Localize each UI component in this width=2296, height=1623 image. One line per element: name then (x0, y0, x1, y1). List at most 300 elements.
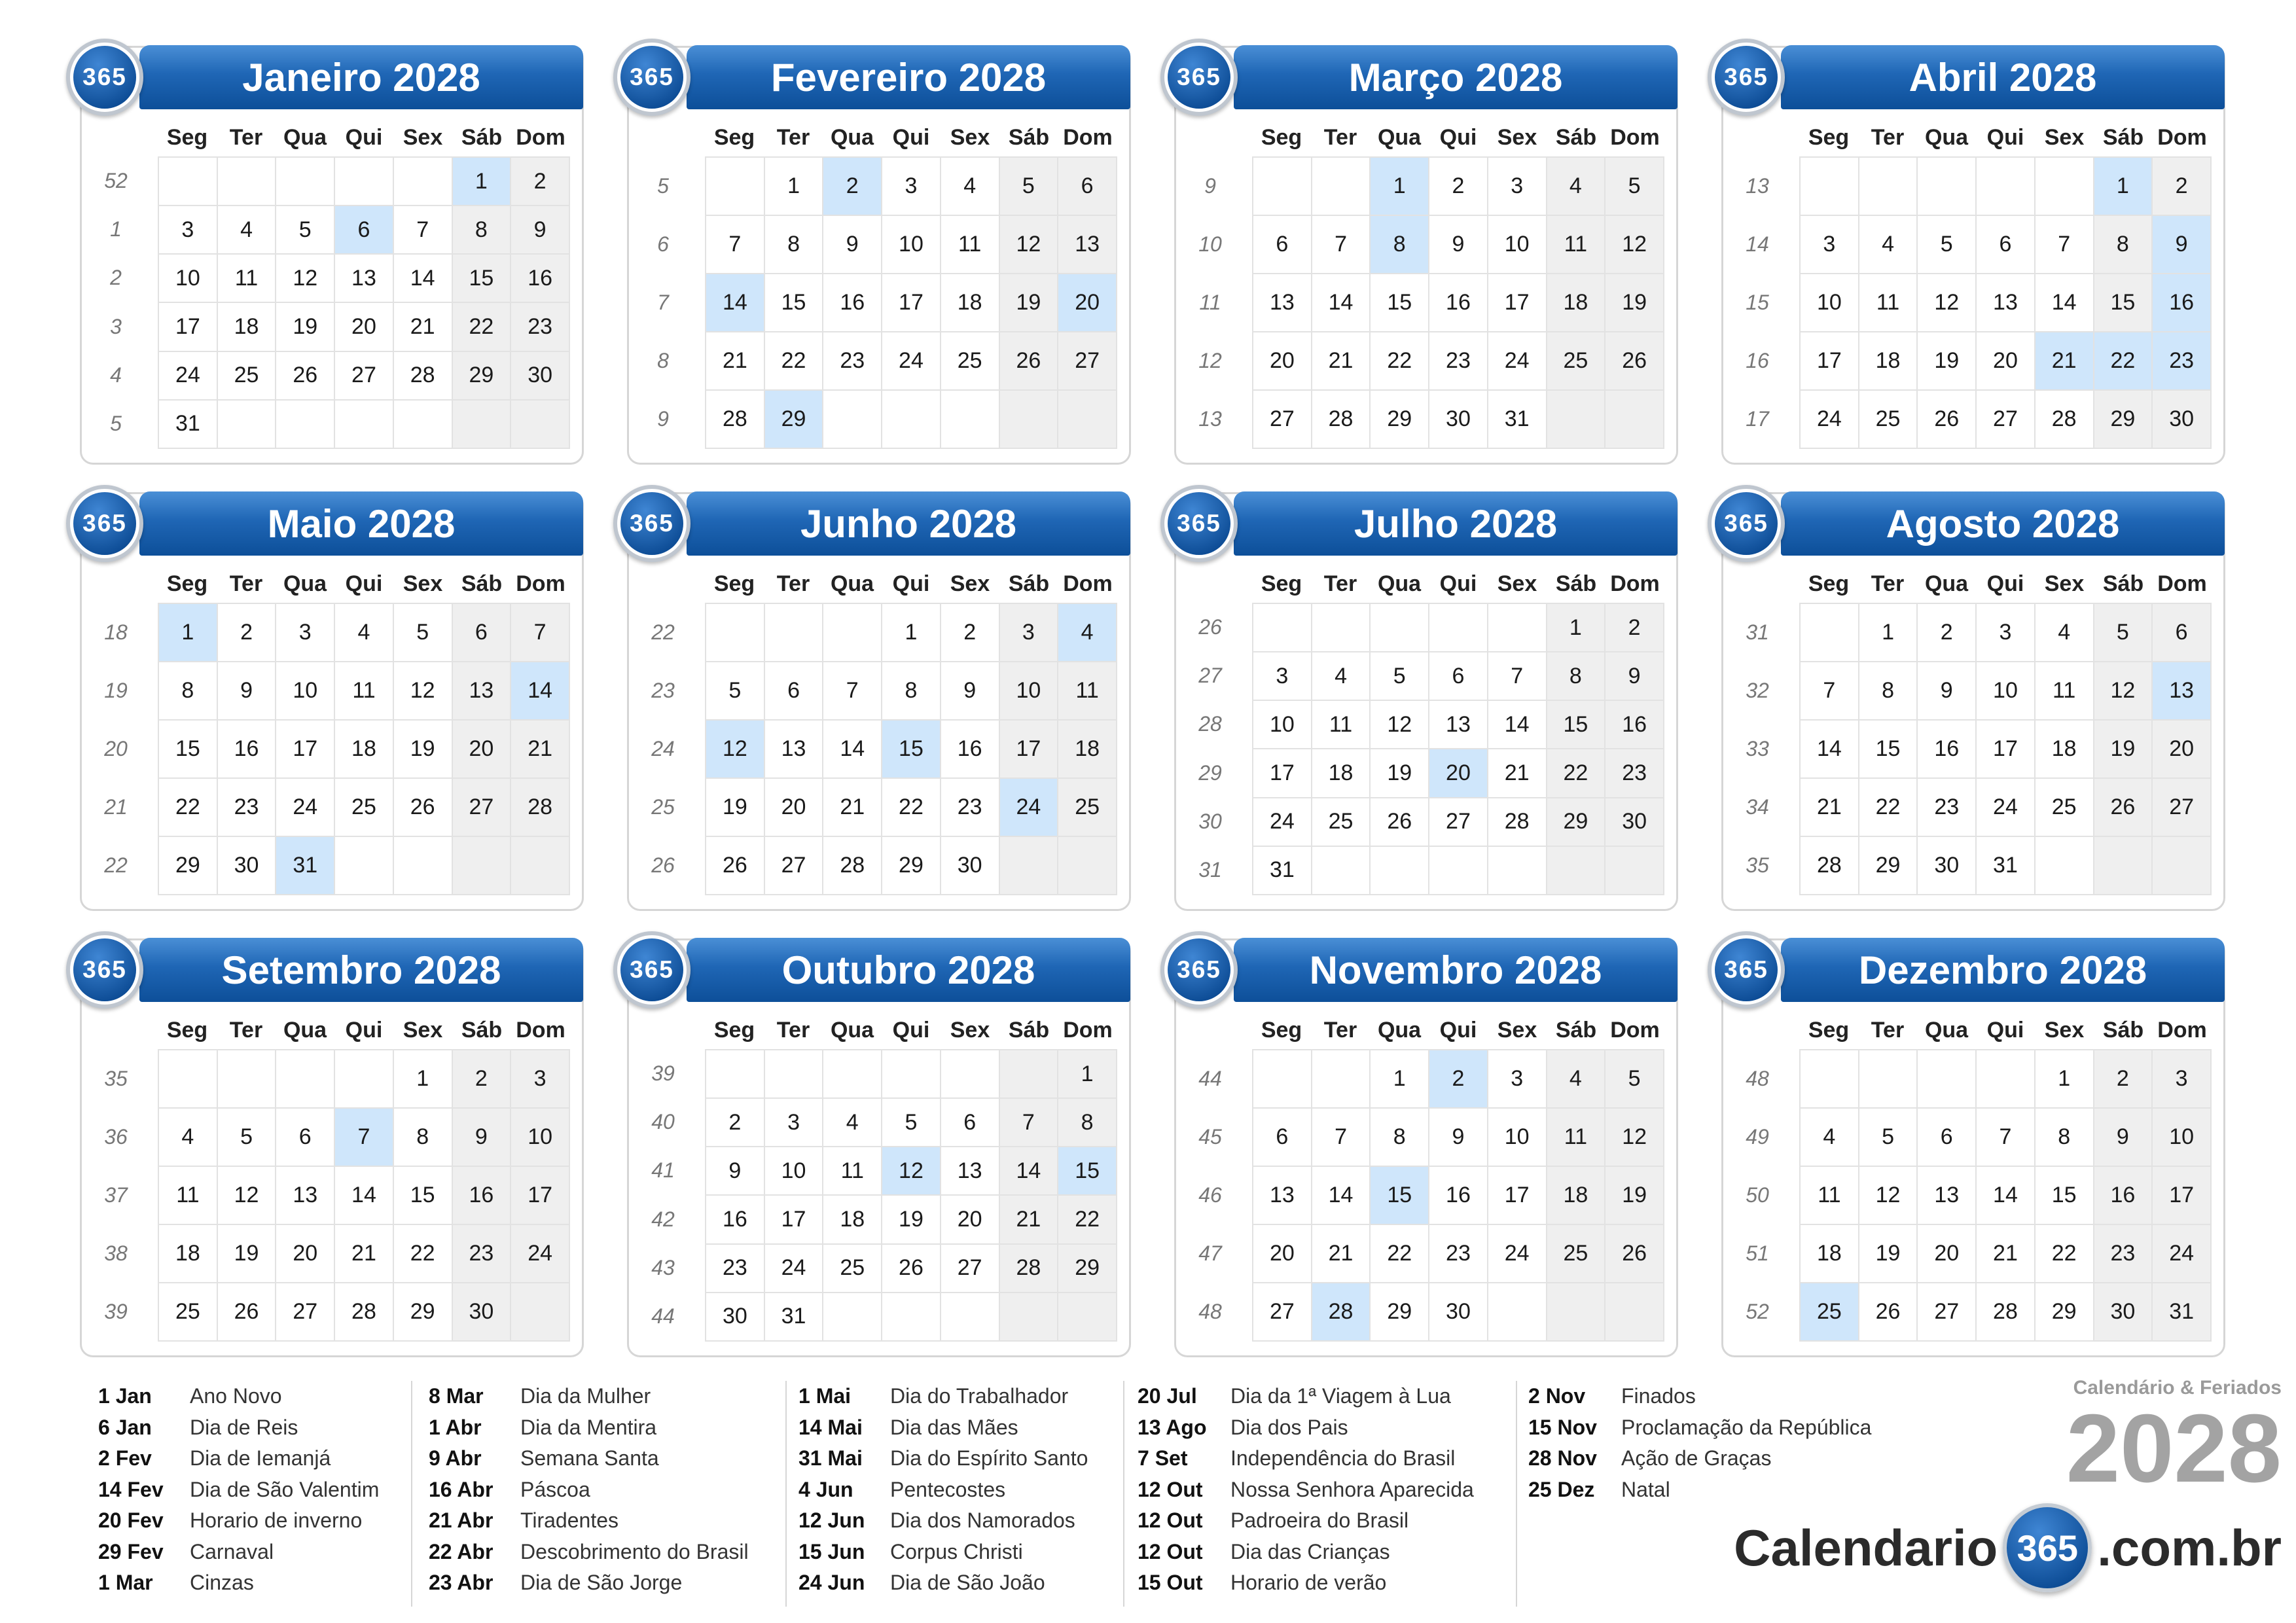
day-cell[interactable]: 7 (706, 215, 764, 274)
day-cell[interactable]: 8 (1058, 1098, 1117, 1147)
day-cell[interactable]: 19 (1859, 1224, 1918, 1283)
day-cell[interactable]: 18 (1800, 1224, 1859, 1283)
day-cell[interactable]: 13 (452, 662, 511, 720)
day-cell[interactable]: 29 (1547, 798, 1605, 846)
day-cell[interactable]: 2 (217, 603, 276, 662)
day-cell[interactable]: 24 (1800, 390, 1859, 448)
day-cell[interactable]: 8 (393, 1108, 452, 1166)
day-cell[interactable]: 27 (1253, 1283, 1312, 1341)
day-cell[interactable]: 26 (999, 332, 1058, 390)
day-cell[interactable]: 30 (1429, 390, 1488, 448)
day-cell[interactable]: 29 (1058, 1244, 1117, 1293)
day-cell[interactable]: 29 (2035, 1283, 2094, 1341)
day-cell[interactable]: 26 (882, 1244, 941, 1293)
day-cell[interactable]: 14 (1488, 700, 1547, 749)
day-cell[interactable]: 7 (1312, 1108, 1371, 1166)
day-cell[interactable]: 2 (941, 603, 999, 662)
day-cell[interactable]: 26 (393, 778, 452, 836)
day-cell[interactable]: 11 (1058, 662, 1117, 720)
day-cell[interactable]: 1 (2035, 1050, 2094, 1108)
day-cell[interactable]: 30 (941, 836, 999, 895)
day-cell[interactable]: 24 (158, 351, 217, 400)
day-cell[interactable]: 23 (452, 1224, 511, 1283)
day-cell[interactable]: 15 (764, 274, 823, 332)
day-cell[interactable]: 16 (2094, 1166, 2153, 1224)
day-cell[interactable]: 31 (276, 836, 334, 895)
day-cell[interactable]: 25 (1547, 1224, 1605, 1283)
day-cell[interactable]: 21 (1312, 1224, 1371, 1283)
day-cell[interactable]: 14 (1312, 274, 1371, 332)
day-cell[interactable]: 25 (334, 778, 393, 836)
day-cell[interactable]: 16 (1429, 274, 1488, 332)
day-cell[interactable]: 28 (1488, 798, 1547, 846)
day-cell[interactable]: 27 (452, 778, 511, 836)
day-cell[interactable]: 14 (823, 720, 882, 778)
day-cell[interactable]: 22 (2035, 1224, 2094, 1283)
day-cell[interactable]: 20 (452, 720, 511, 778)
day-cell[interactable]: 22 (1859, 778, 1918, 836)
day-cell[interactable]: 22 (452, 302, 511, 351)
day-cell[interactable]: 16 (511, 254, 569, 302)
day-cell[interactable]: 2 (1917, 603, 1976, 662)
day-cell[interactable]: 4 (1800, 1108, 1859, 1166)
day-cell[interactable]: 30 (1429, 1283, 1488, 1341)
day-cell[interactable]: 8 (764, 215, 823, 274)
day-cell[interactable]: 10 (882, 215, 941, 274)
day-cell[interactable]: 21 (1312, 332, 1371, 390)
day-cell[interactable]: 10 (276, 662, 334, 720)
day-cell[interactable]: 20 (1976, 332, 2035, 390)
day-cell[interactable]: 19 (1370, 749, 1429, 797)
day-cell[interactable]: 2 (2094, 1050, 2153, 1108)
day-cell[interactable]: 19 (706, 778, 764, 836)
day-cell[interactable]: 29 (393, 1283, 452, 1341)
day-cell[interactable]: 10 (999, 662, 1058, 720)
day-cell[interactable]: 25 (1058, 778, 1117, 836)
day-cell[interactable]: 1 (1370, 1050, 1429, 1108)
day-cell[interactable]: 8 (1859, 662, 1918, 720)
day-cell[interactable]: 15 (2035, 1166, 2094, 1224)
day-cell[interactable]: 18 (217, 302, 276, 351)
day-cell[interactable]: 17 (1800, 332, 1859, 390)
day-cell[interactable]: 26 (706, 836, 764, 895)
day-cell[interactable]: 17 (1253, 749, 1312, 797)
day-cell[interactable]: 11 (1859, 274, 1918, 332)
day-cell[interactable]: 7 (999, 1098, 1058, 1147)
day-cell[interactable]: 22 (1370, 332, 1429, 390)
day-cell[interactable]: 3 (764, 1098, 823, 1147)
day-cell[interactable]: 5 (1917, 215, 1976, 274)
day-cell[interactable]: 21 (1488, 749, 1547, 797)
day-cell[interactable]: 6 (2152, 603, 2211, 662)
day-cell[interactable]: 28 (823, 836, 882, 895)
day-cell[interactable]: 3 (1976, 603, 2035, 662)
day-cell[interactable]: 11 (823, 1147, 882, 1195)
day-cell[interactable]: 4 (941, 157, 999, 215)
day-cell[interactable]: 17 (276, 720, 334, 778)
day-cell[interactable]: 25 (1859, 390, 1918, 448)
day-cell[interactable]: 10 (1976, 662, 2035, 720)
day-cell[interactable]: 4 (158, 1108, 217, 1166)
day-cell[interactable]: 22 (1370, 1224, 1429, 1283)
day-cell[interactable]: 25 (158, 1283, 217, 1341)
day-cell[interactable]: 17 (882, 274, 941, 332)
day-cell[interactable]: 7 (2035, 215, 2094, 274)
day-cell[interactable]: 13 (1253, 274, 1312, 332)
day-cell[interactable]: 4 (1312, 652, 1371, 700)
day-cell[interactable]: 8 (158, 662, 217, 720)
day-cell[interactable]: 5 (999, 157, 1058, 215)
day-cell[interactable]: 2 (1429, 1050, 1488, 1108)
day-cell[interactable]: 17 (999, 720, 1058, 778)
day-cell[interactable]: 7 (1800, 662, 1859, 720)
day-cell[interactable]: 30 (706, 1293, 764, 1341)
day-cell[interactable]: 31 (2152, 1283, 2211, 1341)
day-cell[interactable]: 19 (882, 1195, 941, 1243)
day-cell[interactable]: 6 (334, 205, 393, 254)
day-cell[interactable]: 8 (2094, 215, 2153, 274)
day-cell[interactable]: 30 (2152, 390, 2211, 448)
day-cell[interactable]: 17 (1488, 274, 1547, 332)
day-cell[interactable]: 14 (1800, 720, 1859, 778)
day-cell[interactable]: 15 (1370, 274, 1429, 332)
day-cell[interactable]: 11 (334, 662, 393, 720)
day-cell[interactable]: 1 (882, 603, 941, 662)
day-cell[interactable]: 28 (334, 1283, 393, 1341)
day-cell[interactable]: 9 (452, 1108, 511, 1166)
day-cell[interactable]: 31 (158, 400, 217, 448)
day-cell[interactable]: 29 (2094, 390, 2153, 448)
day-cell[interactable]: 9 (2094, 1108, 2153, 1166)
day-cell[interactable]: 7 (1312, 215, 1371, 274)
day-cell[interactable]: 22 (1058, 1195, 1117, 1243)
day-cell[interactable]: 19 (999, 274, 1058, 332)
day-cell[interactable]: 17 (511, 1166, 569, 1224)
day-cell[interactable]: 20 (276, 1224, 334, 1283)
day-cell[interactable]: 5 (706, 662, 764, 720)
day-cell[interactable]: 2 (1429, 157, 1488, 215)
day-cell[interactable]: 26 (276, 351, 334, 400)
day-cell[interactable]: 17 (1976, 720, 2035, 778)
day-cell[interactable]: 25 (1547, 332, 1605, 390)
day-cell[interactable]: 12 (217, 1166, 276, 1224)
day-cell[interactable]: 23 (1605, 749, 1664, 797)
day-cell[interactable]: 31 (1976, 836, 2035, 895)
day-cell[interactable]: 19 (217, 1224, 276, 1283)
day-cell[interactable]: 3 (158, 205, 217, 254)
day-cell[interactable]: 28 (999, 1244, 1058, 1293)
day-cell[interactable]: 19 (393, 720, 452, 778)
day-cell[interactable]: 25 (823, 1244, 882, 1293)
day-cell[interactable]: 10 (158, 254, 217, 302)
day-cell[interactable]: 23 (1917, 778, 1976, 836)
day-cell[interactable]: 8 (1547, 652, 1605, 700)
day-cell[interactable]: 9 (823, 215, 882, 274)
day-cell[interactable]: 16 (452, 1166, 511, 1224)
day-cell[interactable]: 22 (1547, 749, 1605, 797)
day-cell[interactable]: 24 (2152, 1224, 2211, 1283)
day-cell[interactable]: 15 (882, 720, 941, 778)
day-cell[interactable]: 18 (1547, 274, 1605, 332)
day-cell[interactable]: 22 (882, 778, 941, 836)
day-cell[interactable]: 19 (1917, 332, 1976, 390)
day-cell[interactable]: 29 (1859, 836, 1918, 895)
day-cell[interactable]: 20 (764, 778, 823, 836)
day-cell[interactable]: 16 (2152, 274, 2211, 332)
day-cell[interactable]: 13 (1917, 1166, 1976, 1224)
day-cell[interactable]: 24 (764, 1244, 823, 1293)
day-cell[interactable]: 31 (1488, 390, 1547, 448)
day-cell[interactable]: 1 (452, 157, 511, 205)
day-cell[interactable]: 7 (1488, 652, 1547, 700)
day-cell[interactable]: 23 (217, 778, 276, 836)
day-cell[interactable]: 3 (1253, 652, 1312, 700)
day-cell[interactable]: 20 (2152, 720, 2211, 778)
day-cell[interactable]: 10 (511, 1108, 569, 1166)
day-cell[interactable]: 28 (511, 778, 569, 836)
day-cell[interactable]: 19 (1605, 1166, 1664, 1224)
day-cell[interactable]: 1 (393, 1050, 452, 1108)
day-cell[interactable]: 29 (1370, 1283, 1429, 1341)
day-cell[interactable]: 18 (2035, 720, 2094, 778)
day-cell[interactable]: 8 (1370, 215, 1429, 274)
day-cell[interactable]: 14 (1312, 1166, 1371, 1224)
day-cell[interactable]: 21 (393, 302, 452, 351)
day-cell[interactable]: 7 (823, 662, 882, 720)
day-cell[interactable]: 10 (2152, 1108, 2211, 1166)
day-cell[interactable]: 21 (823, 778, 882, 836)
day-cell[interactable]: 3 (2152, 1050, 2211, 1108)
day-cell[interactable]: 8 (2035, 1108, 2094, 1166)
day-cell[interactable]: 9 (941, 662, 999, 720)
day-cell[interactable]: 29 (764, 390, 823, 448)
day-cell[interactable]: 28 (1312, 1283, 1371, 1341)
day-cell[interactable]: 24 (882, 332, 941, 390)
day-cell[interactable]: 2 (706, 1098, 764, 1147)
day-cell[interactable]: 31 (764, 1293, 823, 1341)
day-cell[interactable]: 22 (393, 1224, 452, 1283)
day-cell[interactable]: 1 (158, 603, 217, 662)
day-cell[interactable]: 9 (2152, 215, 2211, 274)
day-cell[interactable]: 13 (941, 1147, 999, 1195)
day-cell[interactable]: 30 (2094, 1283, 2153, 1341)
day-cell[interactable]: 7 (511, 603, 569, 662)
day-cell[interactable]: 23 (2152, 332, 2211, 390)
day-cell[interactable]: 22 (764, 332, 823, 390)
day-cell[interactable]: 9 (217, 662, 276, 720)
day-cell[interactable]: 14 (511, 662, 569, 720)
day-cell[interactable]: 23 (823, 332, 882, 390)
day-cell[interactable]: 4 (1058, 603, 1117, 662)
day-cell[interactable]: 11 (1312, 700, 1371, 749)
day-cell[interactable]: 11 (1547, 1108, 1605, 1166)
day-cell[interactable]: 5 (1370, 652, 1429, 700)
day-cell[interactable]: 27 (276, 1283, 334, 1341)
day-cell[interactable]: 23 (511, 302, 569, 351)
day-cell[interactable]: 8 (882, 662, 941, 720)
day-cell[interactable]: 14 (334, 1166, 393, 1224)
day-cell[interactable]: 5 (217, 1108, 276, 1166)
day-cell[interactable]: 23 (1429, 1224, 1488, 1283)
day-cell[interactable]: 31 (1253, 846, 1312, 895)
day-cell[interactable]: 21 (706, 332, 764, 390)
day-cell[interactable]: 2 (452, 1050, 511, 1108)
day-cell[interactable]: 12 (393, 662, 452, 720)
day-cell[interactable]: 6 (941, 1098, 999, 1147)
day-cell[interactable]: 15 (1859, 720, 1918, 778)
day-cell[interactable]: 12 (1370, 700, 1429, 749)
day-cell[interactable]: 14 (1976, 1166, 2035, 1224)
day-cell[interactable]: 27 (2152, 778, 2211, 836)
day-cell[interactable]: 25 (1800, 1283, 1859, 1341)
day-cell[interactable]: 20 (941, 1195, 999, 1243)
day-cell[interactable]: 14 (999, 1147, 1058, 1195)
day-cell[interactable]: 12 (882, 1147, 941, 1195)
day-cell[interactable]: 30 (452, 1283, 511, 1341)
day-cell[interactable]: 27 (1429, 798, 1488, 846)
day-cell[interactable]: 28 (706, 390, 764, 448)
day-cell[interactable]: 12 (999, 215, 1058, 274)
day-cell[interactable]: 11 (941, 215, 999, 274)
day-cell[interactable]: 27 (1253, 390, 1312, 448)
day-cell[interactable]: 10 (1253, 700, 1312, 749)
day-cell[interactable]: 19 (2094, 720, 2153, 778)
day-cell[interactable]: 22 (158, 778, 217, 836)
day-cell[interactable]: 26 (1917, 390, 1976, 448)
day-cell[interactable]: 19 (276, 302, 334, 351)
day-cell[interactable]: 25 (1312, 798, 1371, 846)
day-cell[interactable]: 23 (706, 1244, 764, 1293)
day-cell[interactable]: 20 (1253, 1224, 1312, 1283)
day-cell[interactable]: 5 (1605, 157, 1664, 215)
day-cell[interactable]: 27 (941, 1244, 999, 1293)
day-cell[interactable]: 2 (823, 157, 882, 215)
day-cell[interactable]: 19 (1605, 274, 1664, 332)
day-cell[interactable]: 16 (1917, 720, 1976, 778)
day-cell[interactable]: 13 (276, 1166, 334, 1224)
day-cell[interactable]: 9 (1605, 652, 1664, 700)
day-cell[interactable]: 17 (764, 1195, 823, 1243)
day-cell[interactable]: 3 (511, 1050, 569, 1108)
day-cell[interactable]: 12 (1859, 1166, 1918, 1224)
day-cell[interactable]: 26 (1605, 1224, 1664, 1283)
day-cell[interactable]: 1 (1058, 1050, 1117, 1098)
day-cell[interactable]: 27 (1917, 1283, 1976, 1341)
day-cell[interactable]: 18 (823, 1195, 882, 1243)
day-cell[interactable]: 28 (2035, 390, 2094, 448)
day-cell[interactable]: 1 (764, 157, 823, 215)
day-cell[interactable]: 23 (2094, 1224, 2153, 1283)
day-cell[interactable]: 13 (1429, 700, 1488, 749)
day-cell[interactable]: 15 (158, 720, 217, 778)
day-cell[interactable]: 12 (706, 720, 764, 778)
day-cell[interactable]: 18 (1312, 749, 1371, 797)
day-cell[interactable]: 16 (706, 1195, 764, 1243)
day-cell[interactable]: 27 (334, 351, 393, 400)
day-cell[interactable]: 13 (1976, 274, 2035, 332)
day-cell[interactable]: 26 (1605, 332, 1664, 390)
day-cell[interactable]: 28 (1312, 390, 1371, 448)
day-cell[interactable]: 22 (2094, 332, 2153, 390)
day-cell[interactable]: 8 (1370, 1108, 1429, 1166)
day-cell[interactable]: 28 (1976, 1283, 2035, 1341)
day-cell[interactable]: 10 (764, 1147, 823, 1195)
day-cell[interactable]: 14 (2035, 274, 2094, 332)
day-cell[interactable]: 2 (1605, 603, 1664, 652)
day-cell[interactable]: 10 (1800, 274, 1859, 332)
day-cell[interactable]: 26 (217, 1283, 276, 1341)
day-cell[interactable]: 1 (2094, 157, 2153, 215)
day-cell[interactable]: 11 (1547, 215, 1605, 274)
day-cell[interactable]: 3 (276, 603, 334, 662)
day-cell[interactable]: 3 (999, 603, 1058, 662)
day-cell[interactable]: 9 (1429, 215, 1488, 274)
day-cell[interactable]: 4 (2035, 603, 2094, 662)
day-cell[interactable]: 6 (1253, 215, 1312, 274)
day-cell[interactable]: 1 (1370, 157, 1429, 215)
day-cell[interactable]: 5 (1859, 1108, 1918, 1166)
day-cell[interactable]: 27 (764, 836, 823, 895)
day-cell[interactable]: 4 (823, 1098, 882, 1147)
day-cell[interactable]: 24 (1976, 778, 2035, 836)
brand-logo[interactable] (1734, 1505, 2282, 1590)
day-cell[interactable]: 9 (1429, 1108, 1488, 1166)
day-cell[interactable]: 18 (1547, 1166, 1605, 1224)
day-cell[interactable]: 20 (334, 302, 393, 351)
day-cell[interactable]: 18 (1058, 720, 1117, 778)
day-cell[interactable]: 16 (823, 274, 882, 332)
day-cell[interactable]: 12 (1605, 1108, 1664, 1166)
day-cell[interactable]: 4 (217, 205, 276, 254)
day-cell[interactable]: 2 (2152, 157, 2211, 215)
day-cell[interactable]: 18 (1859, 332, 1918, 390)
day-cell[interactable]: 13 (1058, 215, 1117, 274)
day-cell[interactable]: 29 (158, 836, 217, 895)
day-cell[interactable]: 30 (217, 836, 276, 895)
day-cell[interactable]: 25 (217, 351, 276, 400)
day-cell[interactable]: 11 (2035, 662, 2094, 720)
day-cell[interactable]: 18 (941, 274, 999, 332)
day-cell[interactable]: 25 (2035, 778, 2094, 836)
day-cell[interactable]: 9 (511, 205, 569, 254)
day-cell[interactable]: 4 (1547, 1050, 1605, 1108)
day-cell[interactable]: 30 (1605, 798, 1664, 846)
day-cell[interactable]: 15 (393, 1166, 452, 1224)
day-cell[interactable]: 29 (882, 836, 941, 895)
day-cell[interactable]: 10 (1488, 1108, 1547, 1166)
day-cell[interactable]: 28 (393, 351, 452, 400)
day-cell[interactable]: 23 (941, 778, 999, 836)
day-cell[interactable]: 11 (1800, 1166, 1859, 1224)
day-cell[interactable]: 12 (1605, 215, 1664, 274)
day-cell[interactable]: 16 (1429, 1166, 1488, 1224)
day-cell[interactable]: 6 (1429, 652, 1488, 700)
day-cell[interactable]: 7 (1976, 1108, 2035, 1166)
day-cell[interactable]: 12 (1917, 274, 1976, 332)
day-cell[interactable]: 26 (1859, 1283, 1918, 1341)
day-cell[interactable]: 6 (1976, 215, 2035, 274)
day-cell[interactable]: 20 (1429, 749, 1488, 797)
day-cell[interactable]: 23 (1429, 332, 1488, 390)
day-cell[interactable]: 21 (334, 1224, 393, 1283)
day-cell[interactable]: 1 (1547, 603, 1605, 652)
day-cell[interactable]: 26 (2094, 778, 2153, 836)
day-cell[interactable]: 17 (158, 302, 217, 351)
day-cell[interactable]: 25 (941, 332, 999, 390)
day-cell[interactable]: 16 (1605, 700, 1664, 749)
day-cell[interactable]: 10 (1488, 215, 1547, 274)
day-cell[interactable]: 4 (334, 603, 393, 662)
